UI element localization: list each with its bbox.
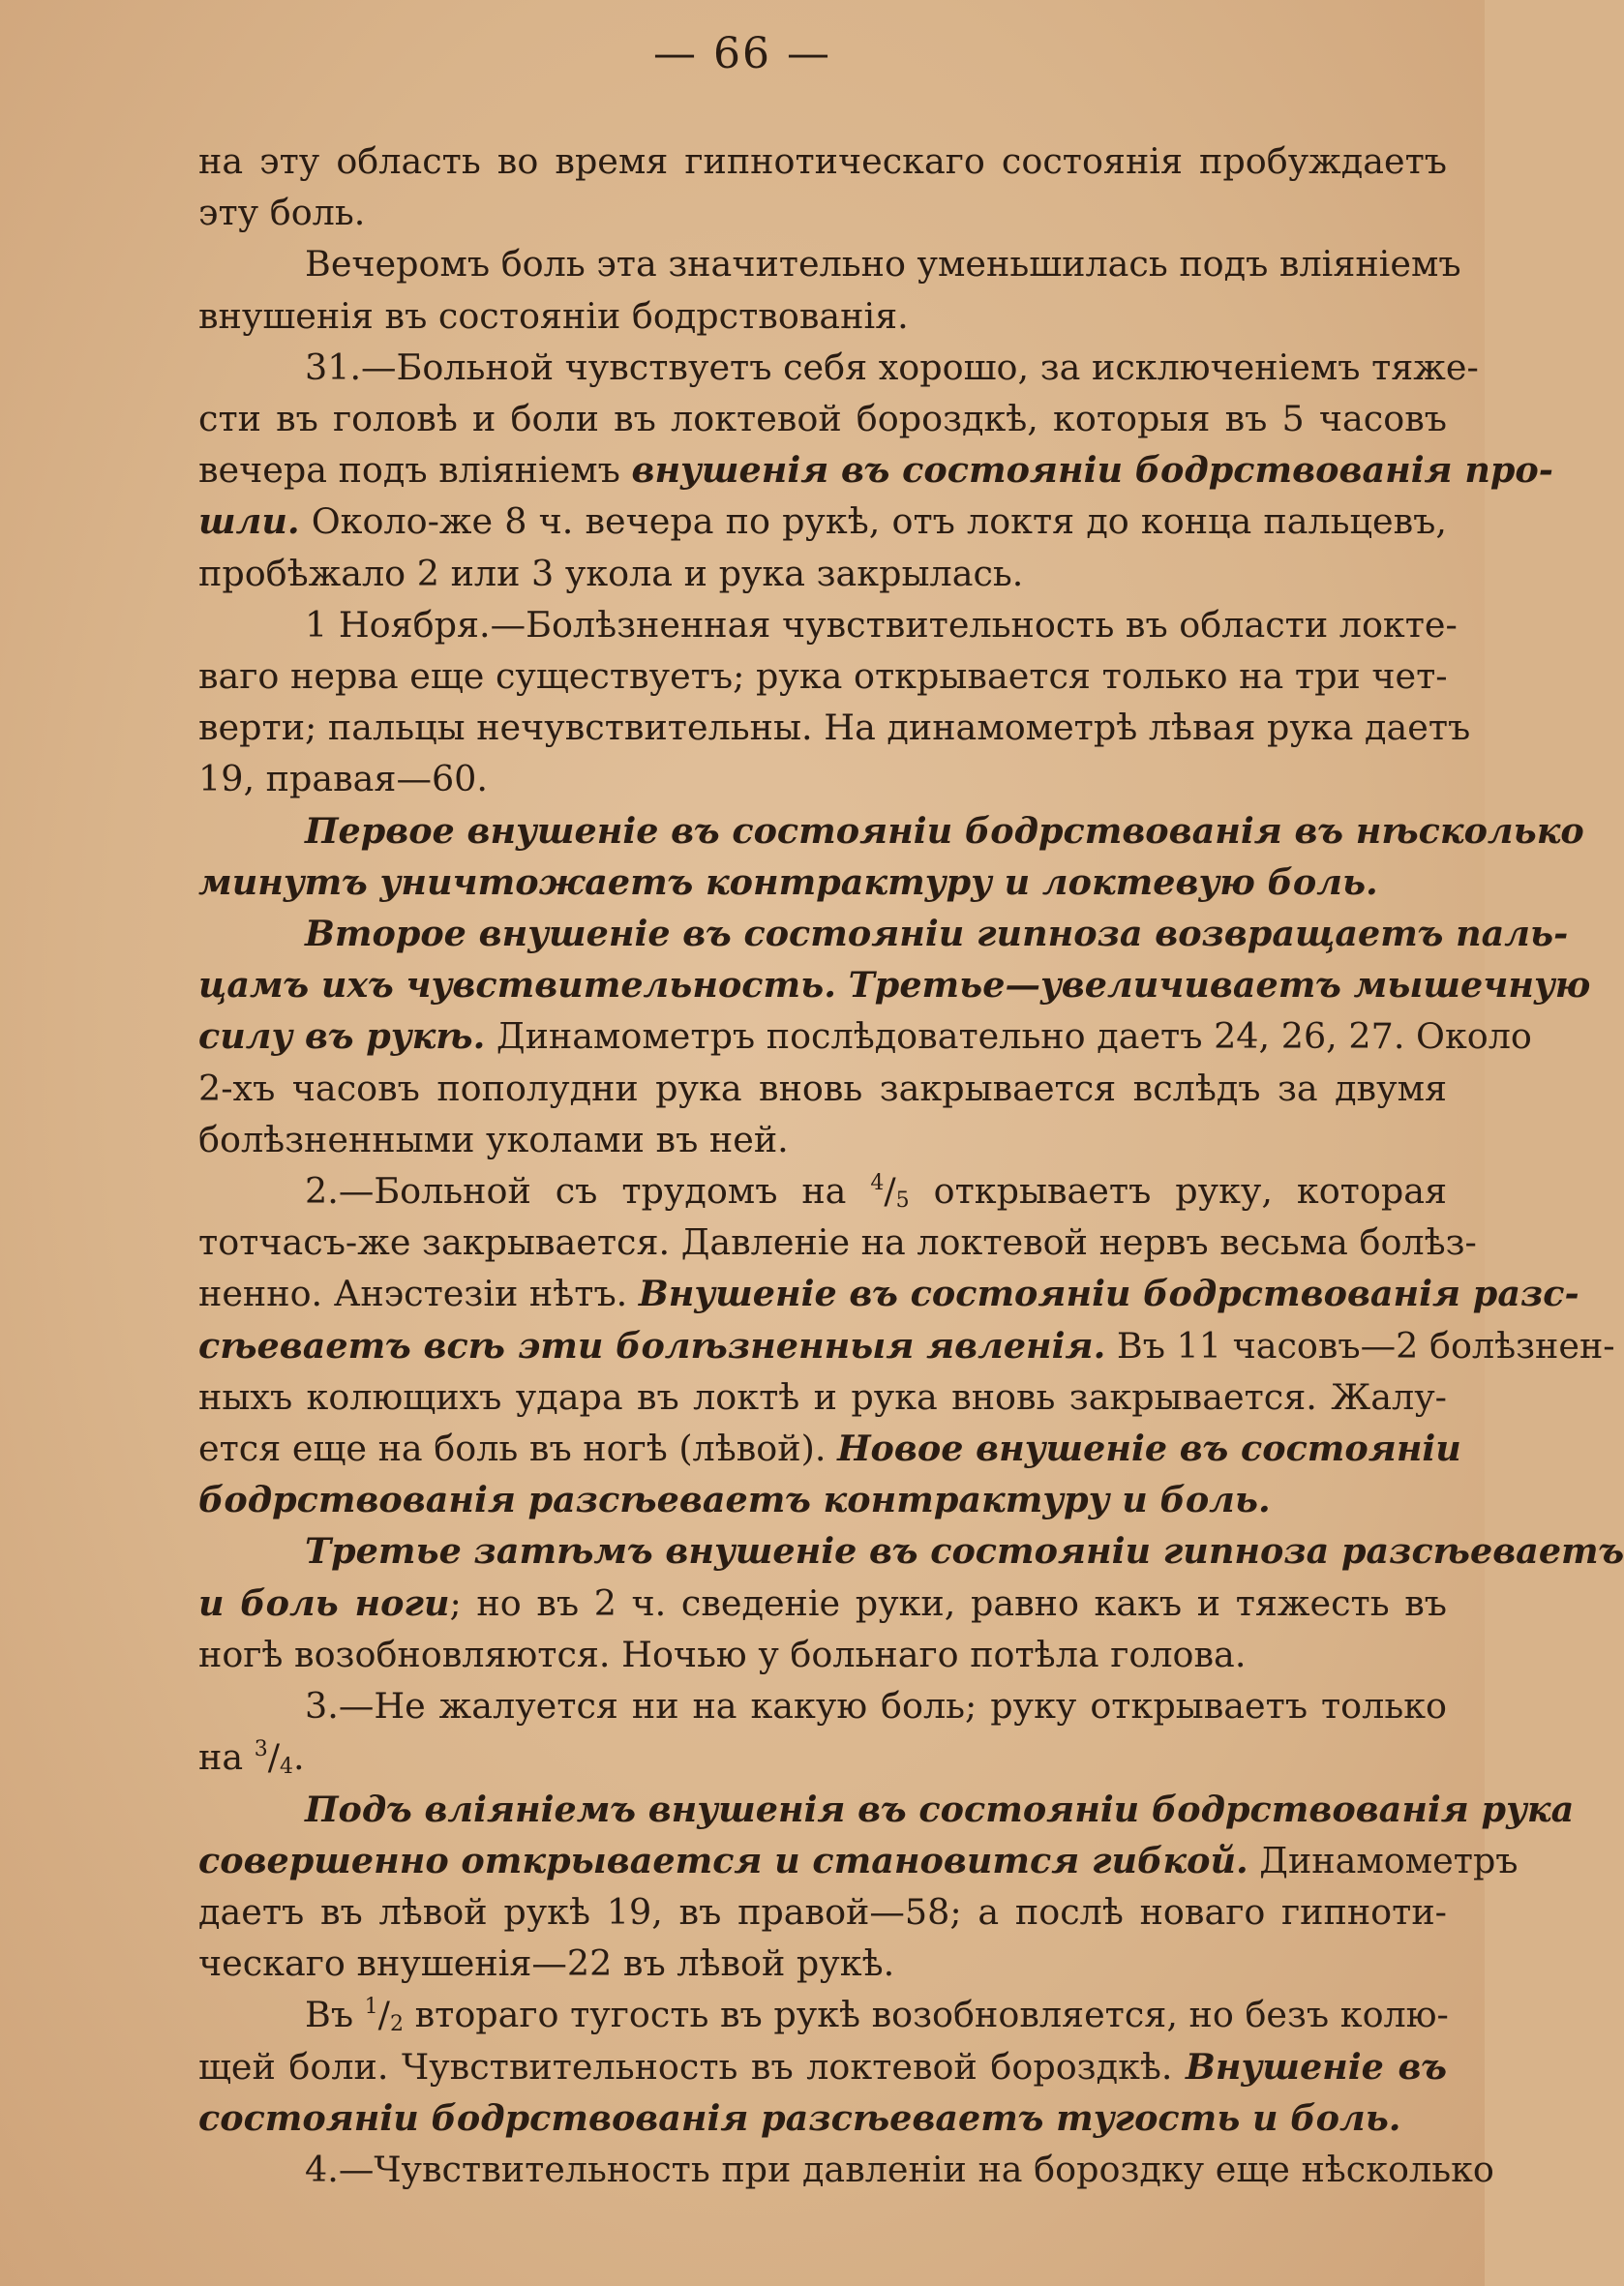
text-segment: на	[198, 1736, 255, 1779]
text-line	[198, 1525, 1624, 1577]
text-line	[198, 1217, 1477, 1268]
text-segment: 2.—Больной съ трудомъ на	[305, 1170, 871, 1213]
italic-text: состояніи бодрствованія разсѣеваетъ тугость и боль.	[198, 2096, 1401, 2139]
text-line	[198, 1165, 1447, 1217]
italic-text: внушенія въ состояніи бодрствованія про-	[631, 449, 1553, 492]
text-line	[198, 1423, 1461, 1474]
text-line	[198, 1474, 1447, 1525]
text-segment: втораго тугость въ рукѣ возобновляется, но безъ колю-	[403, 1994, 1449, 2036]
text-segment: 4	[280, 1755, 294, 1780]
text-segment: /	[377, 1994, 390, 2036]
text-segment: 1 Ноября.—Болѣзненная чувствительность въ области локте-	[305, 603, 1458, 646]
text-segment: 1	[364, 1995, 378, 2020]
text-line	[198, 1629, 1447, 1680]
text-segment: эту боль.	[198, 192, 366, 234]
italic-text: Подъ вліяніемъ внушенія въ состояніи бодрствованія рука	[305, 1788, 1575, 1830]
text-line	[198, 1371, 1447, 1423]
text-line	[198, 342, 1479, 393]
text-segment: болѣзненными уколами въ ней.	[198, 1118, 789, 1160]
text-segment: на эту область во время гипнотическаго состоянія пробуждаетъ	[198, 140, 1447, 182]
italic-text: шли.	[198, 500, 300, 543]
text-segment: /	[884, 1170, 896, 1213]
text-line	[198, 805, 1584, 857]
italic-text: минутъ уничтожаетъ контрактуру и локтевую боль.	[198, 860, 1378, 903]
text-segment: сти въ головѣ и боли въ локтевой бороздкѣ, которыя въ 5 часовъ	[198, 398, 1447, 440]
page-number: — 66 —	[653, 29, 831, 78]
italic-text: Внушеніе въ	[1186, 2045, 1448, 2088]
text-line	[198, 238, 1461, 289]
text-segment: 2-хъ часовъ пополудни рука вновь закрывается вслѣдъ за двумя	[198, 1067, 1447, 1109]
text-segment: вечера подъ вліяніемъ	[198, 449, 632, 492]
italic-text: Третье затѣмъ внушеніе въ состояніи гипноза разсѣеваетъ	[305, 1530, 1624, 1573]
text-line	[198, 1063, 1447, 1114]
text-segment: ется еще на боль въ ногѣ (лѣвой).	[198, 1428, 838, 1470]
text-line	[198, 1784, 1575, 1835]
body-text	[198, 135, 1624, 2195]
italic-text: совершенно открывается и становится гибкой.	[198, 1839, 1248, 1881]
text-segment: 31.—Больной чувствуетъ себя хорошо, за исключеніемъ тяже-	[305, 346, 1479, 388]
text-line	[198, 2092, 1447, 2144]
text-line	[198, 1938, 1447, 1989]
italic-text: Первое внушеніе въ состояніи бодрствованія въ нѣсколько	[305, 809, 1584, 852]
text-segment: Динамометръ	[1248, 1839, 1519, 1881]
italic-text: Внушеніе въ состояніи бодрствованія разс-	[638, 1273, 1579, 1315]
text-segment: даетъ въ лѣвой рукѣ 19, въ правой—58; а послѣ новаго гипноти-	[198, 1890, 1447, 1933]
text-line	[198, 1010, 1532, 1062]
text-segment: /	[267, 1736, 281, 1779]
text-line	[198, 599, 1458, 650]
text-segment: верти; пальцы нечувствительны. На динамометрѣ лѣвая рука даетъ	[198, 707, 1471, 749]
text-segment: ; но въ 2 ч. сведеніе руки, равно какъ и тяжесть въ	[449, 1581, 1447, 1624]
text-segment: 19, правая—60.	[198, 758, 488, 800]
text-line	[198, 857, 1447, 908]
text-line	[198, 187, 1447, 238]
text-line	[198, 1268, 1579, 1319]
text-segment: ныхъ колющихъ удара въ локтѣ и рука вновь закрывается. Жалу-	[198, 1375, 1447, 1418]
text-segment: .	[293, 1736, 305, 1779]
text-segment: Въ 11 часовъ—2 болѣзнен-	[1105, 1324, 1615, 1367]
text-line	[198, 1835, 1519, 1886]
text-line	[198, 548, 1447, 599]
text-segment: 3	[254, 1737, 268, 1762]
text-line	[198, 290, 1447, 342]
italic-text: сѣеваетъ всѣ эти болѣзненныя явленія.	[198, 1324, 1106, 1367]
text-line	[198, 135, 1447, 187]
text-segment: 4.—Чувствительность при давленіи на бороздку еще нѣсколько	[305, 2148, 1494, 2190]
text-line	[198, 1731, 1447, 1783]
text-line	[198, 2041, 1447, 2092]
text-segment: ческаго внушенія—22 въ лѣвой рукѣ.	[198, 1942, 895, 1985]
text-line	[198, 444, 1553, 496]
text-segment: открываетъ руку, которая	[909, 1170, 1447, 1213]
text-segment: 4	[870, 1171, 885, 1196]
italic-text: силу въ рукѣ.	[198, 1015, 486, 1058]
italic-text: бодрствованія разсѣеваетъ контрактуру и боль.	[198, 1479, 1271, 1521]
text-segment: ваго нерва еще существуетъ; рука открывается только на три чет-	[198, 655, 1448, 698]
text-segment: Въ	[305, 1994, 365, 2036]
text-line	[198, 1680, 1447, 1731]
italic-text: Второе внушеніе въ состояніи гипноза возвращаетъ паль-	[305, 913, 1569, 955]
text-segment: Около-же 8 ч. вечера по рукѣ, отъ локтя до конца пальцевъ,	[299, 500, 1447, 543]
text-segment: 3.—Не жалуется ни на какую боль; руку открываетъ только	[305, 1685, 1447, 1728]
text-line	[198, 1886, 1447, 1938]
text-segment: Динамометръ послѣдовательно даетъ 24, 26, 27. Около	[485, 1015, 1532, 1058]
text-segment: щей боли. Чувствительность въ локтевой бороздкѣ.	[198, 2045, 1187, 2088]
text-line	[198, 496, 1447, 547]
text-line	[198, 393, 1447, 444]
text-line	[198, 908, 1569, 959]
text-line	[198, 1320, 1615, 1371]
text-line	[198, 650, 1447, 702]
italic-text: Новое внушеніе въ состояніи	[837, 1428, 1461, 1470]
text-segment: ненно. Анэстезіи нѣтъ.	[198, 1273, 639, 1315]
text-line	[198, 753, 1447, 804]
text-segment: 5	[895, 1188, 910, 1214]
text-line	[198, 2144, 1494, 2195]
text-segment: внушенія въ состояніи бодрствованія.	[198, 294, 909, 337]
text-line	[198, 1114, 1447, 1165]
text-line	[198, 959, 1591, 1010]
text-line	[198, 1989, 1447, 2040]
italic-text: и боль ноги	[198, 1581, 450, 1624]
text-segment: 2	[389, 2012, 404, 2037]
text-line	[198, 1578, 1447, 1629]
text-segment: ногѣ возобновляются. Ночью у больнаго потѣла голова.	[198, 1633, 1247, 1675]
text-line	[198, 702, 1471, 753]
text-segment: пробѣжало 2 или 3 укола и рука закрылась.	[198, 552, 1024, 594]
text-segment: Вечеромъ боль эта значительно уменьшилась подъ вліяніемъ	[305, 243, 1461, 286]
italic-text: цамъ ихъ чувствительность. Третье—увеличиваетъ мышечную	[198, 964, 1591, 1007]
text-segment: тотчасъ-же закрывается. Давленіе на локтевой нервъ весьма болѣз-	[198, 1221, 1477, 1264]
